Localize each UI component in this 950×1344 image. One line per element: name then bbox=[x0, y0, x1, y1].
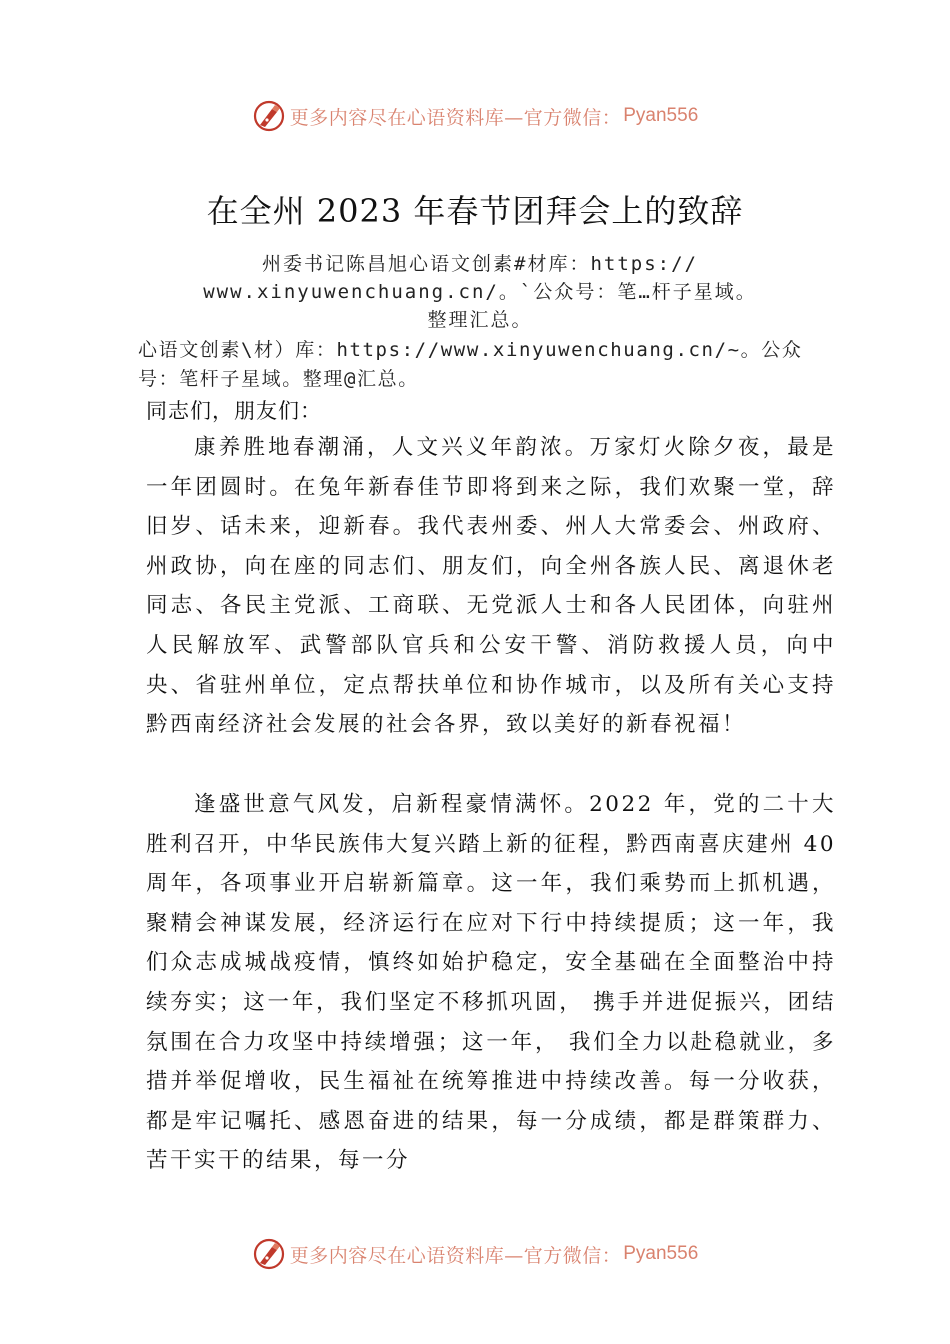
document-subhead: 州委书记陈昌旭心语文创素#材库：https:// www.xinyuwenchuang.cn/。`公众号：笔…杆子星域。整理汇总。 bbox=[203, 253, 757, 331]
banner-wechat-handle: Pyan556 bbox=[623, 105, 699, 126]
header-banner bbox=[0, 96, 950, 136]
banner-brand-text: 更多内容尽在心语资料库—官方微信： bbox=[289, 106, 622, 129]
document-subhead-second: 心语文创素\材）库：https://www.xinyuwenchuang.cn/~。公众号：笔杆子星域。整理@汇总。 bbox=[138, 339, 803, 390]
salutation: 同志们，朋友们： bbox=[146, 399, 322, 423]
footer-banner bbox=[0, 1234, 950, 1274]
paragraph: 逢盛世意气风发，启新程豪情满怀。2022 年，党的二十大胜利召开，中华民族伟大复兴踏上新的征程，黔西南喜庆建州 40 周年，各项事业开启崭新篇章。这一年，我们乘势而上抓机遇，聚精会神谋发展，经济运行在应对下行中持续提质；这一年，我们众志成城战疫情，慎终如始护稳定，安全基础在全面整治中持续夯实；这一年，我们坚定不移抓巩固， 携手并进促振兴，团结氛围在合力攻坚中持续增强；这一年， 我们全力以赴稳就业，多措并举促增收，民生福祉在统筹推进中持续改善。每一分收获，都是牢记嘱托、感恩奋进的结果，每一分成绩，都是群策群力、苦干实干的结果，每一分 bbox=[146, 792, 836, 1174]
pen-nib-logo-icon bbox=[252, 1237, 286, 1271]
document-title: 在全州 2023 年春节团拜会上的致辞 bbox=[206, 192, 744, 230]
pen-nib-logo-icon bbox=[252, 99, 286, 133]
banner-wechat-handle: Pyan556 bbox=[623, 1243, 699, 1264]
banner-brand-text: 更多内容尽在心语资料库—官方微信： bbox=[289, 1244, 622, 1267]
paragraph: 康养胜地春潮涌，人文兴义年韵浓。万家灯火除夕夜，最是一年团圆时。在兔年新春佳节即将到来之际，我们欢聚一堂，辞旧岁、话未来，迎新春。我代表州委、州人大常委会、州政府、州政协，向在座的同志们、朋友们，向全州各族人民、离退休老同志、各民主党派、工商联、无党派人士和各人民团体，向驻州人民解放军、武警部队官兵和公安干警、消防救援人员，向中央、省驻州单位，定点帮扶单位和协作城市，以及所有关心支持黔西南经济社会发展的社会各界，致以美好的新春祝福！ bbox=[146, 435, 836, 738]
